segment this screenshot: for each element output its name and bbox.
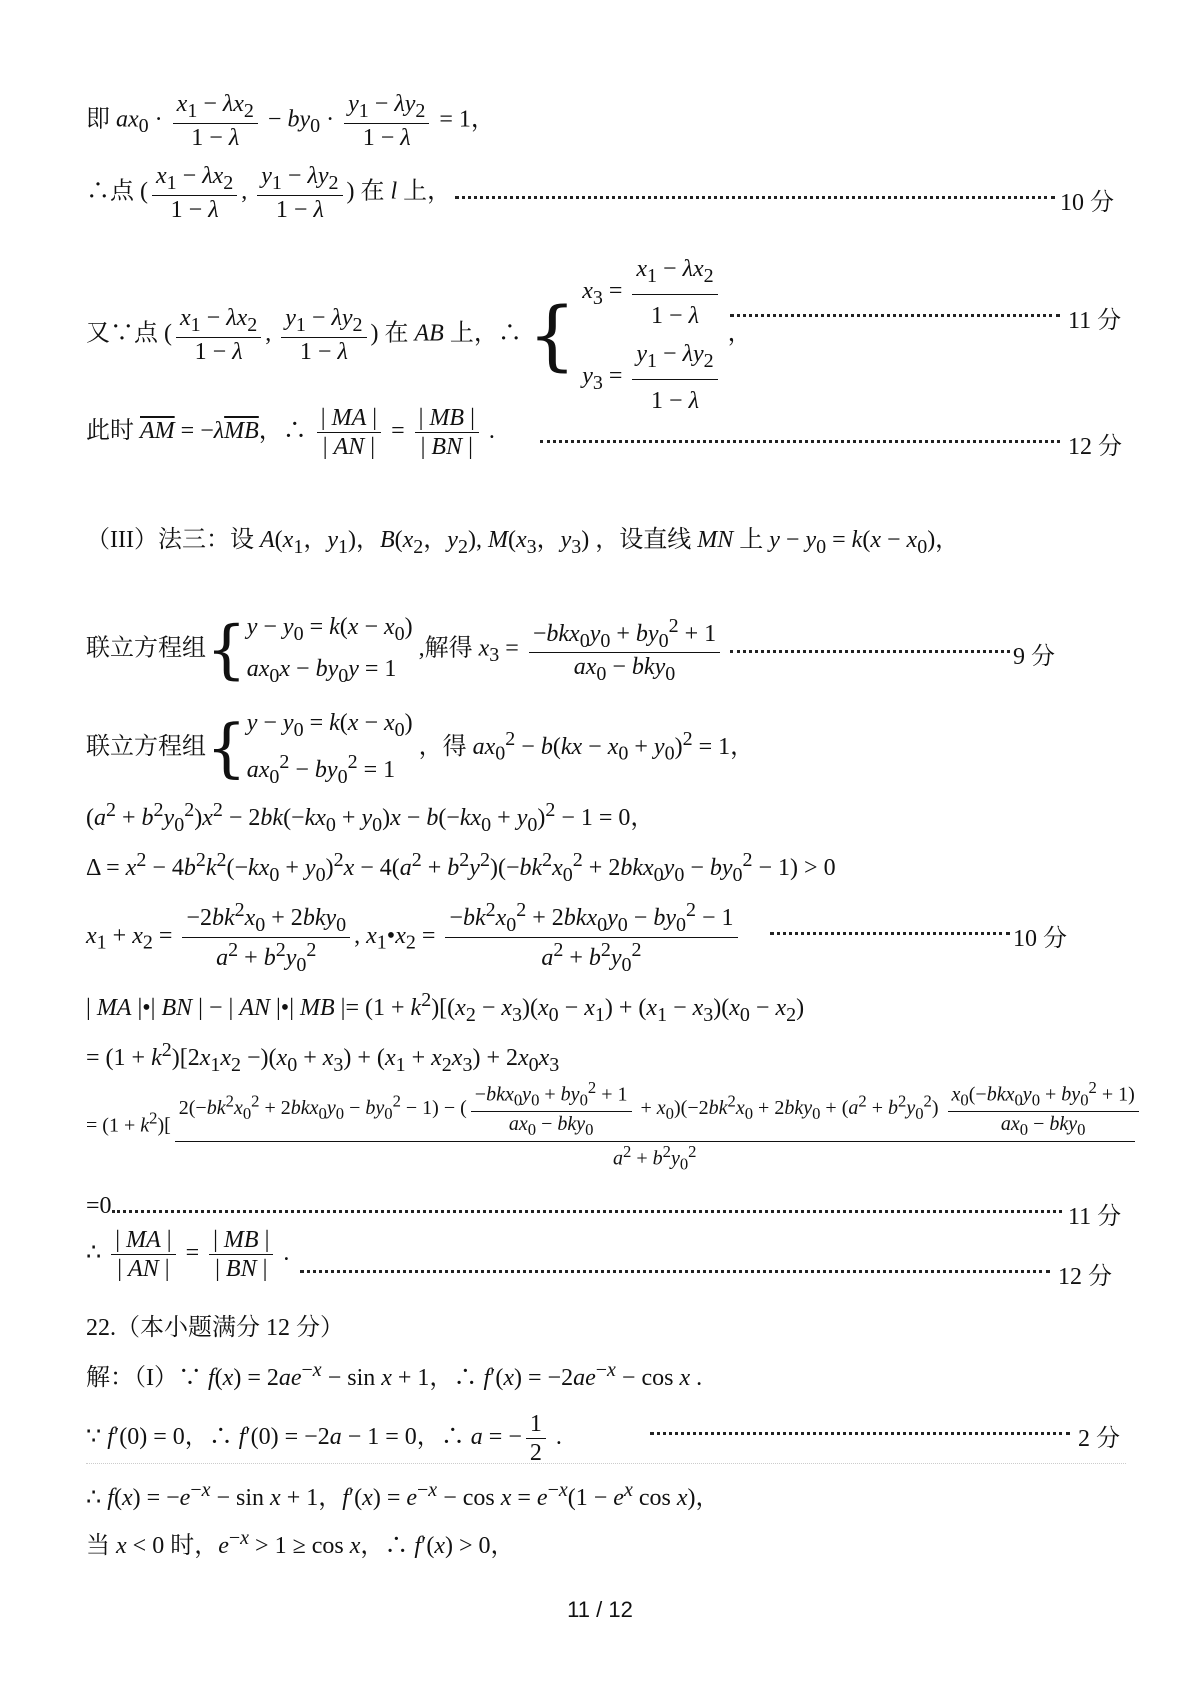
line-15: ∴ $\frac{| MA |}{| AN |}$ = $\frac{| MB |}{| BN |}$ . [86,1227,290,1282]
dot-leader [770,932,1010,935]
dot-leader [730,650,1010,653]
dot-leader [650,1432,1070,1435]
dot-leader [730,314,1060,317]
score-mark: 10 分 [1060,190,1114,216]
score-mark: 9 分 [1013,644,1055,670]
dot-leader [112,1210,1062,1213]
score-mark: 11 分 [1068,1204,1122,1230]
line-10: $x_1 + x_2$ = $\frac{-2bk^2x_0 + 2bky_0}{a^2 + b^2y_0^2}$ , $x_1•x_2$ = $\frac{-bk^2x_0^2 + 2bkx_0y_0 - by_0^2 - 1}{a^2 + b^2y_0^2}$ [86,900,742,975]
score-mark: 12 分 [1068,434,1122,460]
dot-leader [540,440,1060,443]
score-mark: 2 分 [1078,1426,1120,1452]
line-20: 当 x < 0 时，$e^{-x} > 1 \ge \cos x$，∴ f′(x) > 0， [86,1527,515,1559]
line-16: 22.（本小题满分 12 分） [86,1315,344,1341]
dot-leader [300,1270,1050,1273]
line-14: =0 [86,1193,112,1219]
line-1: 即 $ax_0$ · $\frac{x_1 - \lambda x_2}{1 - \lambda}$ − $by_0$ · $\frac{y_1 - \lambda y_2}{1 - \lambda}$ = 1， [86,91,495,151]
line-4: 此时 $\overline{AM} = -\lambda\overline{MB}$，∴ $\frac{| MA |}{| AN |}$ = $\frac{| MB |}{| BN |}$ . [86,405,495,460]
line-3: 又∵点 ( $\frac{x_1 - \lambda x_2}{1 - \lambda}$ , $\frac{y_1 - \lambda y_2}{1 - \lambda}$ ) 在 AB 上，∴ { $x_3$ = $\frac{x_1 - \lambda x_2}{1 - \lambda}$ $y_3$ = $\frac{y_1 - \lambda y_2}{1 - \lambda}$ ， [86,250,752,420]
score-mark: 11 分 [1068,308,1122,334]
line-8: $(a^2 + b^2y_0^2)x^2 - 2bk(-kx_0 + y_0)x - b(-kx_0 + y_0)^2 - 1 = 0$， [86,799,655,836]
line-17: 解：（I）∵ $f(x) = 2ae^{-x} - \sin x + 1$，∴ $f'(x) = -2ae^{-x} - \cos x$ . [86,1359,703,1391]
line-18: ∵ f′(0) = 0，∴ f′(0) = −2a − 1 = 0，∴ a = − $\frac{1}{2}$ . [86,1411,562,1466]
score-mark: 10 分 [1013,926,1067,952]
dot-leader [455,196,1055,199]
line-2: ∴点 ( $\frac{x_1 - \lambda x_2}{1 - \lambda}$ , $\frac{y_1 - \lambda y_2}{1 - \lambda}$ ) 在 l 上， [86,163,452,223]
line-11: | MA |•| BN | − | AN |•| MB |= $(1 + k^2)[(x_2 - x_3)(x_0 - x_1) + (x_1 - x_3)(x_0 - x_2)$ [86,989,805,1026]
page-number: 11 / 12 [567,1597,633,1622]
line-9: $\Delta = x^2 - 4b^2k^2(-kx_0 + y_0)^2x - 4(a^2 + b^2y^2)(-bk^2x_0^2 + 2bkx_0y_0 - by_0^2 - 1) > 0$ [86,849,836,886]
line-5: （III）法三：设 $A(x_1$，$y_1$)，$B(x_2$，$y_2$), $M(x_3$，$y_3$) ，设直线 MN 上 $y - y_0 = k(x - x_0)$， [86,527,960,558]
line-13: = $(1 + k^2)$[ $2(-bk^2x_0^2 + 2bkx_0y_0 - by_0^2 - 1)$ − ( $\frac{-bkx_0y_0 + by_0^2 + 1}{ax_0 - bky_0}$ + $x_0)(-2bk^2x_0 + 2bky_0 + (a^2 + b^2y_0^2)$ $\frac{x_0(-bkx_0y_0 + by_0^2 + 1)}{ax_0 - bky_0}$ $a^2 + b^2y_0^2$ [86,1080,1139,1173]
faint-divider [86,1463,1126,1464]
line-19: ∴ $f(x) = -e^{-x} - \sin x + 1$，$f'(x) = e^{-x} - \cos x = e^{-x}(1 - e^x$ cos x)， [86,1479,720,1511]
line-12: = $(1 + k^2)[2x_1x_2 -)(x_0 + x_3) + (x_1 + x_2x_3) + 2x_0x_3$ [86,1039,560,1076]
line-7: 联立方程组{$y - y_0 = k(x - x_0)$ $ax_0^2 - by_0^2 = 1$ ，得 $ax_0^2 - b(kx - x_0 + y_0)^2 = 1$， [86,710,755,788]
score-mark: 12 分 [1058,1264,1112,1290]
line-6: 联立方程组{$y - y_0 = k(x - x_0)$ $ax_0x - by_0y = 1$ ,解得 $x_3$ = $\frac{-bkx_0y_0 + by_0^2 + 1}{ax_0 - bky_0}$ [86,608,724,692]
